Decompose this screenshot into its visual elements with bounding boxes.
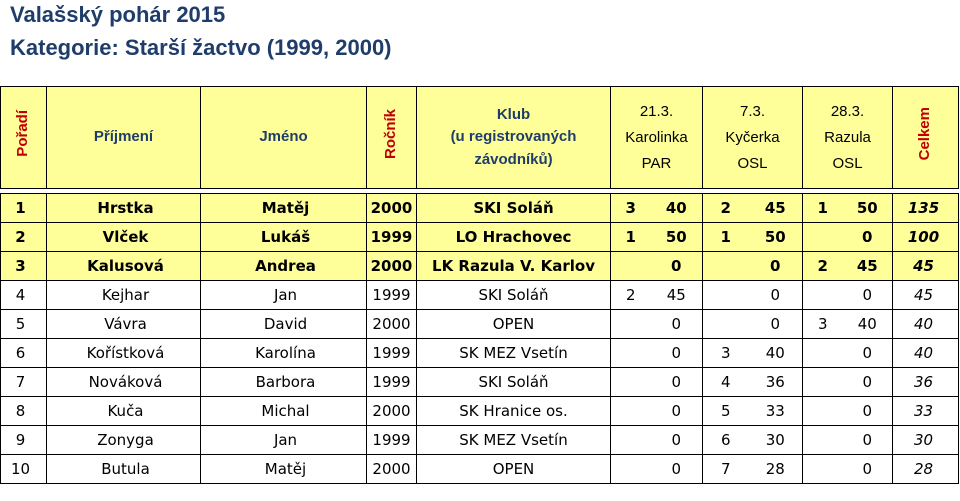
race-3-place-cell <box>803 339 843 368</box>
race-2-score-cell: 30 <box>749 426 803 455</box>
rank-cell: 2 <box>1 223 47 252</box>
name-cell: Michal <box>201 397 367 426</box>
race-3-score-cell: 0 <box>843 397 893 426</box>
year-cell: 2000 <box>367 455 417 484</box>
name-cell: David <box>201 310 367 339</box>
year-cell: 1999 <box>367 339 417 368</box>
results-table <box>0 86 959 484</box>
race-3-score-cell: 40 <box>843 310 893 339</box>
table-row <box>1 397 959 426</box>
race-3-score-cell: 45 <box>843 252 893 281</box>
race-2-place-cell <box>703 281 749 310</box>
club-cell: SK Hranice os. <box>417 397 611 426</box>
total-cell: 45 <box>893 281 959 310</box>
page-title: Valašský pohár 2015 <box>10 2 226 27</box>
name-cell: Lukáš <box>201 223 367 252</box>
rank-cell: 1 <box>1 194 47 223</box>
race-1-place-cell <box>611 455 651 484</box>
race-2-place-cell: 5 <box>703 397 749 426</box>
race-1-score-cell: 0 <box>651 397 703 426</box>
race-2-place-cell: 3 <box>703 339 749 368</box>
race-2-place-cell <box>703 310 749 339</box>
race-2-place-cell: 6 <box>703 426 749 455</box>
name-cell: Karolína <box>201 339 367 368</box>
year-cell: 2000 <box>367 194 417 223</box>
race-1-place-cell <box>611 310 651 339</box>
race-2-score-cell: 0 <box>749 252 803 281</box>
race-1-place-cell <box>611 252 651 281</box>
rank-cell: 7 <box>1 368 47 397</box>
race-2-score-cell: 45 <box>749 194 803 223</box>
race-1-score-cell: 0 <box>651 252 703 281</box>
race-3-place-cell: 1 <box>803 194 843 223</box>
race-1-place-cell: 2 <box>611 281 651 310</box>
race-1-score-cell: 40 <box>651 194 703 223</box>
race-2-score-cell: 36 <box>749 368 803 397</box>
race-2-place-cell: 2 <box>703 194 749 223</box>
year-cell: 2000 <box>367 397 417 426</box>
table-row <box>1 223 959 252</box>
race-2-place-cell <box>703 252 749 281</box>
total-cell: 135 <box>893 194 959 223</box>
page-subtitle: Kategorie: Starší žactvo (1999, 2000) <box>10 35 392 60</box>
race-1-score-cell: 50 <box>651 223 703 252</box>
race-1-place-cell <box>611 368 651 397</box>
total-cell: 100 <box>893 223 959 252</box>
table-row <box>1 281 959 310</box>
race-1-place-cell: 1 <box>611 223 651 252</box>
year-cell: 1999 <box>367 281 417 310</box>
table-row <box>1 426 959 455</box>
club-cell: LO Hrachovec <box>417 223 611 252</box>
surname-cell: Hrstka <box>47 194 201 223</box>
header-row <box>1 87 959 189</box>
name-cell: Matěj <box>201 194 367 223</box>
header-name: Jméno <box>201 87 367 189</box>
race-2-place-cell: 7 <box>703 455 749 484</box>
total-cell: 36 <box>893 368 959 397</box>
race-1-place-cell: 3 <box>611 194 651 223</box>
race-3-place-cell: 2 <box>803 252 843 281</box>
race-1-score-cell: 0 <box>651 426 703 455</box>
rank-cell: 5 <box>1 310 47 339</box>
year-cell: 1999 <box>367 426 417 455</box>
header-year: Ročník <box>367 87 417 189</box>
header-race-3: 28.3. Razula OSL <box>803 87 893 189</box>
table-row <box>1 194 959 223</box>
race-2-score-cell: 0 <box>749 281 803 310</box>
surname-cell: Kořístková <box>47 339 201 368</box>
race-1-place-cell <box>611 339 651 368</box>
surname-cell: Kuča <box>47 397 201 426</box>
total-cell: 28 <box>893 455 959 484</box>
club-cell: OPEN <box>417 310 611 339</box>
rank-cell: 3 <box>1 252 47 281</box>
race-2-place-cell: 4 <box>703 368 749 397</box>
rank-cell: 4 <box>1 281 47 310</box>
surname-cell: Zonyga <box>47 426 201 455</box>
header-race-2: 7.3. Kyčerka OSL <box>703 87 803 189</box>
header-rank: Pořadí <box>1 87 47 189</box>
name-cell: Andrea <box>201 252 367 281</box>
race-3-place-cell <box>803 397 843 426</box>
race-2-score-cell: 0 <box>749 310 803 339</box>
race-2-score-cell: 40 <box>749 339 803 368</box>
race-3-place-cell <box>803 455 843 484</box>
race-1-score-cell: 45 <box>651 281 703 310</box>
race-2-score-cell: 33 <box>749 397 803 426</box>
total-cell: 33 <box>893 397 959 426</box>
surname-cell: Vávra <box>47 310 201 339</box>
total-cell: 40 <box>893 310 959 339</box>
club-cell: SK MEZ Vsetín <box>417 426 611 455</box>
race-3-score-cell: 0 <box>843 339 893 368</box>
table-row <box>1 339 959 368</box>
surname-cell: Vlček <box>47 223 201 252</box>
race-3-place-cell <box>803 368 843 397</box>
name-cell: Jan <box>201 281 367 310</box>
race-3-score-cell: 0 <box>843 223 893 252</box>
table-row <box>1 252 959 281</box>
header-club: Klub (u registrovaných závodníků) <box>417 87 611 189</box>
race-2-score-cell: 50 <box>749 223 803 252</box>
table-row <box>1 455 959 484</box>
total-cell: 30 <box>893 426 959 455</box>
rank-cell: 9 <box>1 426 47 455</box>
race-3-place-cell <box>803 223 843 252</box>
rank-cell: 8 <box>1 397 47 426</box>
race-1-place-cell <box>611 426 651 455</box>
race-3-score-cell: 0 <box>843 455 893 484</box>
surname-cell: Kalusová <box>47 252 201 281</box>
club-cell: SKI Soláň <box>417 281 611 310</box>
year-cell: 1999 <box>367 368 417 397</box>
rank-cell: 10 <box>1 455 47 484</box>
race-1-score-cell: 0 <box>651 310 703 339</box>
surname-cell: Nováková <box>47 368 201 397</box>
race-3-score-cell: 50 <box>843 194 893 223</box>
name-cell: Matěj <box>201 455 367 484</box>
header-total: Celkem <box>893 87 959 189</box>
header-race-1: 21.3. Karolinka PAR <box>611 87 703 189</box>
race-1-score-cell: 0 <box>651 455 703 484</box>
name-cell: Jan <box>201 426 367 455</box>
race-1-score-cell: 0 <box>651 339 703 368</box>
race-3-score-cell: 0 <box>843 368 893 397</box>
club-cell: OPEN <box>417 455 611 484</box>
surname-cell: Kejhar <box>47 281 201 310</box>
race-3-score-cell: 0 <box>843 281 893 310</box>
year-cell: 2000 <box>367 252 417 281</box>
year-cell: 2000 <box>367 310 417 339</box>
total-cell: 40 <box>893 339 959 368</box>
header-surname: Příjmení <box>47 87 201 189</box>
race-3-place-cell: 3 <box>803 310 843 339</box>
race-1-score-cell: 0 <box>651 368 703 397</box>
club-cell: SK MEZ Vsetín <box>417 339 611 368</box>
surname-cell: Butula <box>47 455 201 484</box>
race-3-place-cell <box>803 426 843 455</box>
table-row <box>1 368 959 397</box>
club-cell: SKI Soláň <box>417 194 611 223</box>
race-1-place-cell <box>611 397 651 426</box>
club-cell: SKI Soláň <box>417 368 611 397</box>
race-2-place-cell: 1 <box>703 223 749 252</box>
rank-cell: 6 <box>1 339 47 368</box>
club-cell: LK Razula V. Karlov <box>417 252 611 281</box>
table-row <box>1 310 959 339</box>
total-cell: 45 <box>893 252 959 281</box>
race-2-score-cell: 28 <box>749 455 803 484</box>
name-cell: Barbora <box>201 368 367 397</box>
race-3-score-cell: 0 <box>843 426 893 455</box>
year-cell: 1999 <box>367 223 417 252</box>
race-3-place-cell <box>803 281 843 310</box>
